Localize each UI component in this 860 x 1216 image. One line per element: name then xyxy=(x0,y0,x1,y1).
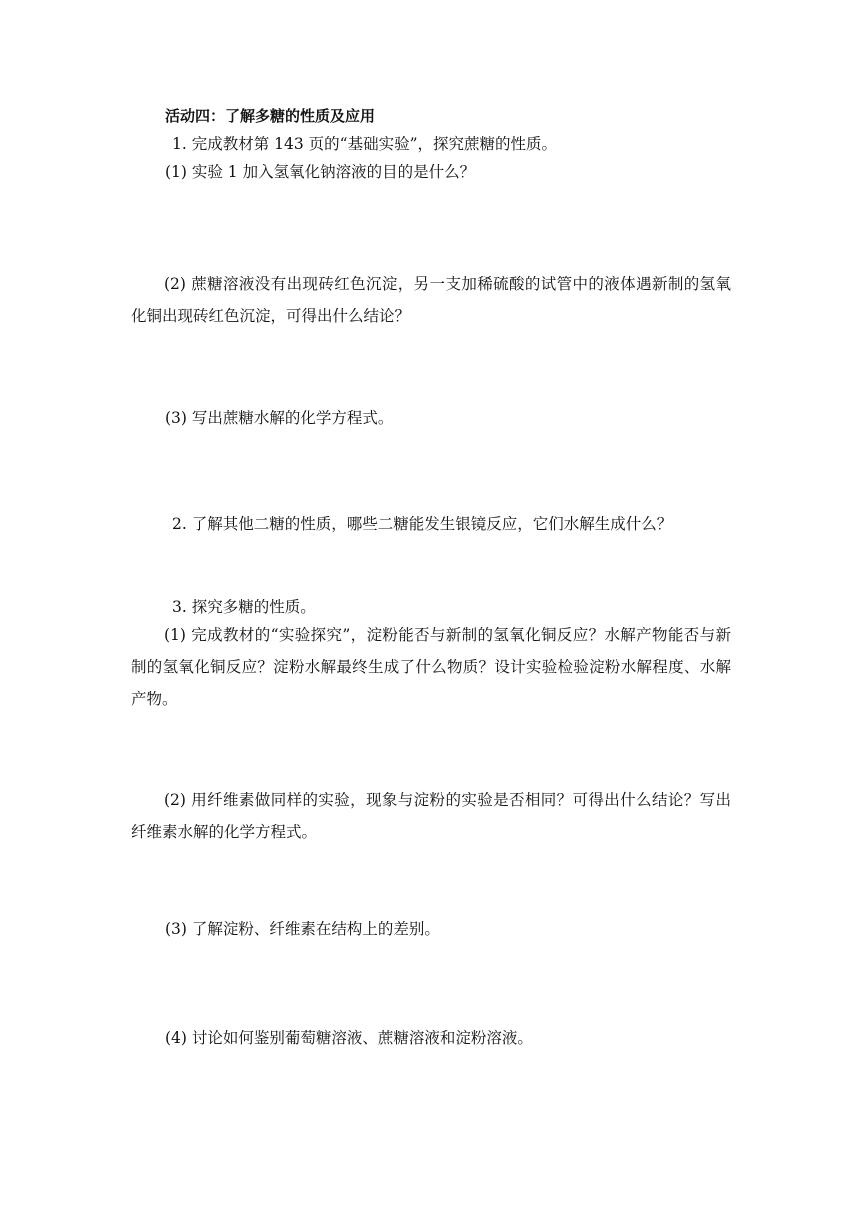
question-3-part-1: (1) 完成教材的“实验探究”，淀粉能否与新制的氢氧化铜反应？水解产物能否与新制的氢氧化铜反应？淀粉水解最终生成了什么物质？设计实验检验淀粉水解程度、水解产物。 xyxy=(131,626,731,708)
question-3-part-3: (3) 了解淀粉、纤维素在结构上的差别。 xyxy=(165,920,440,938)
question-1-part-3: (3) 写出蔗糖水解的化学方程式。 xyxy=(165,409,394,427)
question-2-heading: 2. 了解其他二糖的性质，哪些二糖能发生银镜反应，它们水解生成什么？ xyxy=(172,515,673,533)
question-3-part-2: (2) 用纤维素做同样的实验，现象与淀粉的实验是否相同？可得出什么结论？写出纤维素水解的化学方程式。 xyxy=(131,791,731,841)
question-1-part-1: (1) 实验 1 加入氢氧化钠溶液的目的是什么？ xyxy=(165,163,476,181)
question-3-part-4: (4) 讨论如何鉴别葡萄糖溶液、蔗糖溶液和淀粉溶液。 xyxy=(165,1029,533,1047)
activity-title: 活动四：了解多糖的性质及应用 xyxy=(165,107,376,125)
question-1-part-2: (2) 蔗糖溶液没有出现砖红色沉淀，另一支加稀硫酸的试管中的液体遇新制的氢氧化铜出现砖红色沉淀，可得出什么结论？ xyxy=(131,275,731,325)
question-1-heading: 1. 完成教材第 143 页的“基础实验”，探究蔗糖的性质。 xyxy=(172,135,558,153)
question-3-heading: 3. 探究多糖的性质。 xyxy=(172,598,316,616)
